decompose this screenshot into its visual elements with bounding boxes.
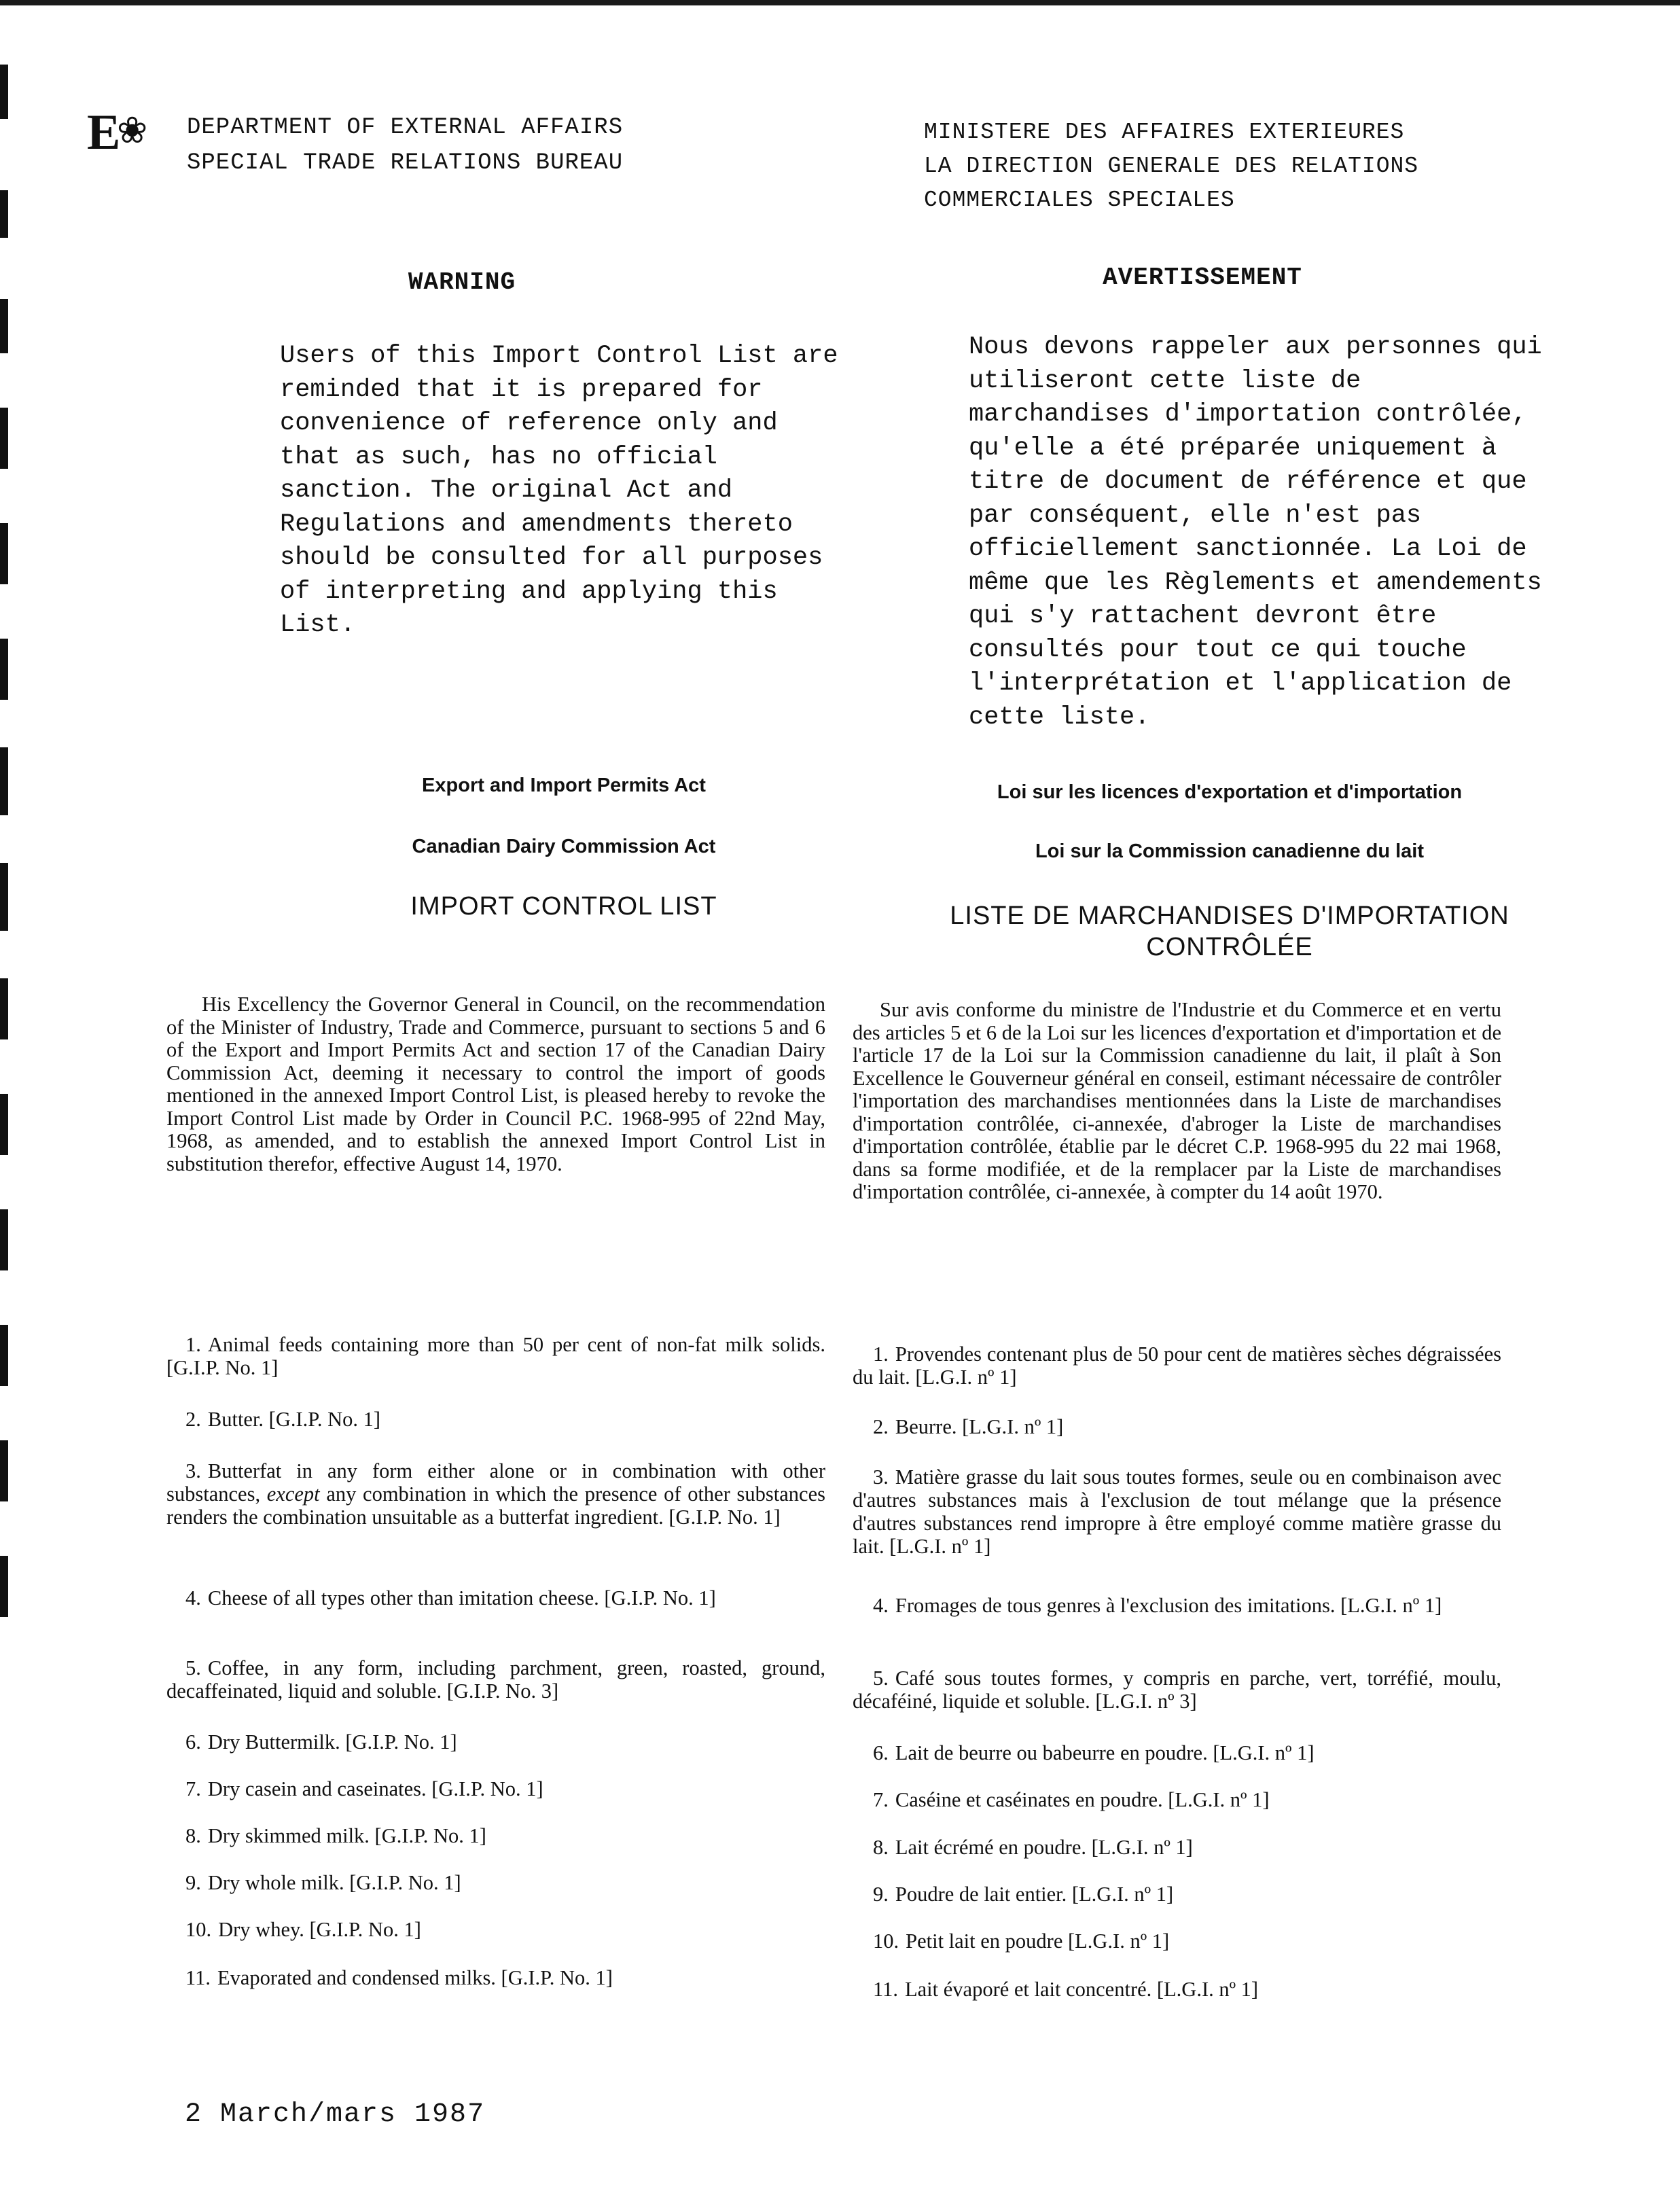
item-number: 8. — [185, 1824, 201, 1847]
item-text: Coffee, in any form, including parchment, green, roasted, ground, decaffeinated, liquid and soluble. [G.I.P. No. 3] — [166, 1656, 825, 1703]
scan-edge-mark — [0, 299, 8, 353]
list-item — [853, 1741, 1501, 1764]
warning-paragraph-fr: Nous devons rappeler aux personnes qui utiliseront cette liste de marchandises d'importation contrôlée, qu'elle a été préparée uniquement à titre de document de référence et que par conséquent, elle n'est pas officiellement sanctionnée. La Loi de même que les Règlements et amendements qui s'y rattachent devront être consultés pour tout ce qui touche l'interprétation et l'application de cette liste. — [969, 333, 1542, 732]
item-number: 9. — [873, 1883, 889, 1906]
scan-edge-mark — [0, 190, 8, 238]
scan-edge-mark — [0, 863, 8, 931]
scan-edge-mark — [0, 978, 8, 1039]
item-text: Dry Buttermilk. [G.I.P. No. 1] — [207, 1730, 457, 1754]
item-text: Dry casein and caseinates. [G.I.P. No. 1] — [207, 1777, 543, 1800]
item-number: 9. — [185, 1871, 201, 1894]
item-text: Animal feeds containing more than 50 per cent of non-fat milk solids. [G.I.P. No. 1] — [166, 1333, 825, 1379]
scan-edge-mark — [0, 1325, 8, 1386]
list-item — [853, 1929, 1501, 1953]
item-text: Matière grasse du lait sous toutes formes, seule ou en combinaison avec d'autres substances mais à l'exclusion de tout mélange que la présence d'autres substances rend impropre à être employé comme matière grasse du lait. [L.G.I. nº 1] — [853, 1465, 1501, 1558]
scan-edge-mark — [0, 408, 8, 469]
item-text: Dry skimmed milk. [G.I.P. No. 1] — [207, 1824, 486, 1847]
item-number: 10. — [185, 1918, 212, 1941]
list-item — [166, 1966, 825, 1989]
list-item — [166, 1871, 825, 1894]
footer-date: 2 March/mars 1987 — [185, 2099, 486, 2130]
scan-edge-mark — [0, 1209, 8, 1270]
header-french — [924, 115, 1535, 217]
list-item — [853, 1836, 1501, 1859]
item-number: 8. — [873, 1836, 889, 1859]
list-item — [166, 1777, 825, 1800]
scan-edge-mark — [0, 639, 8, 700]
scan-edge-mark — [0, 1440, 8, 1501]
list-item — [853, 1788, 1501, 1811]
scan-edge-mark — [0, 1556, 8, 1617]
item-text: Poudre de lait entier. [L.G.I. nº 1] — [895, 1883, 1174, 1906]
item-number: 7. — [185, 1777, 201, 1800]
direction-line-2: COMMERCIALES SPECIALES — [924, 188, 1235, 213]
government-logo — [87, 105, 162, 160]
item-text: Butter. [G.I.P. No. 1] — [207, 1408, 381, 1431]
list-item — [166, 1586, 825, 1609]
item-number: 4. — [185, 1586, 201, 1609]
item-text: Café sous toutes formes, y compris en parche, vert, torréfié, moulu, décaféiné, liquide et soluble. [L.G.I. nº 3] — [853, 1667, 1501, 1713]
warning-title-en: WARNING — [408, 268, 516, 296]
item-text: Dry whey. [G.I.P. No. 1] — [218, 1918, 421, 1941]
item-number: 10. — [873, 1929, 899, 1953]
item-number: 2. — [873, 1415, 889, 1438]
warning-text-en — [280, 340, 844, 643]
item-number: 1. — [185, 1333, 201, 1356]
list-item — [853, 1342, 1501, 1389]
item-text-emphasis: except — [266, 1482, 320, 1506]
item-number: 11. — [873, 1978, 898, 2001]
list-item — [853, 1465, 1501, 1558]
item-text: Dry whole milk. [G.I.P. No. 1] — [207, 1871, 461, 1894]
list-item — [166, 1459, 825, 1529]
list-title-fr: LISTE DE MARCHANDISES D'IMPORTATION CONTRÔLÉE — [950, 902, 1509, 961]
item-text: Lait évaporé et lait concentré. [L.G.I. nº 1] — [905, 1978, 1259, 2001]
item-text: Evaporated and condensed milks. [G.I.P. No. 1] — [217, 1966, 613, 1989]
list-item — [166, 1333, 825, 1379]
item-number: 1. — [873, 1342, 889, 1366]
item-text-end: any combination in which the presence of other substances renders the combination unsuitable as a butterfat ingredient. [G.I.P. No. 1] — [166, 1482, 825, 1529]
header-english — [187, 110, 703, 181]
list-item — [166, 1730, 825, 1754]
list-item — [166, 1824, 825, 1847]
item-text: Lait de beurre ou babeurre en poudre. [L.G.I. nº 1] — [895, 1741, 1315, 1764]
item-number: 5. — [873, 1667, 889, 1690]
maple-leaf-icon: ❀ — [117, 110, 148, 151]
bureau-name: SPECIAL TRADE RELATIONS BUREAU — [187, 150, 624, 176]
list-item — [166, 1408, 825, 1431]
scan-edge-mark — [0, 65, 8, 119]
list-title-en: IMPORT CONTROL LIST — [410, 892, 717, 921]
list-item — [853, 1978, 1501, 2001]
list-item — [853, 1415, 1501, 1438]
item-number: 3. — [185, 1459, 201, 1482]
ministry-name: MINISTERE DES AFFAIRES EXTERIEURES — [924, 120, 1405, 145]
warning-paragraph-en: Users of this Import Control List are reminded that it is prepared for convenience of reference only and that as such, has no official sanction. The original Act and Regulations and amendments thereto should be consulted for all purposes of interpreting and applying this List. — [280, 342, 838, 639]
scan-top-border — [0, 0, 1680, 5]
item-number: 6. — [185, 1730, 201, 1754]
logo-letter-icon: E — [87, 105, 121, 160]
scan-edge-mark — [0, 1094, 8, 1155]
direction-line-1: LA DIRECTION GENERALE DES RELATIONS — [924, 154, 1419, 179]
act-title-en-1: Export and Import Permits Act — [422, 775, 706, 796]
item-text: Petit lait en poudre [L.G.I. nº 1] — [906, 1929, 1170, 1953]
list-item — [853, 1667, 1501, 1713]
item-text-start: Butterfat in any form either alone or in combination with other substances, — [166, 1459, 825, 1506]
item-text: Beurre. [L.G.I. nº 1] — [895, 1415, 1064, 1438]
item-number: 4. — [873, 1594, 889, 1617]
item-text: Provendes contenant plus de 50 pour cent de matières sèches dégraissées du lait. [L.G.I. nº 1] — [853, 1342, 1501, 1389]
preamble-fr: Sur avis conforme du ministre de l'Industrie et du Commerce et en vertu des articles 5 et 6 de la Loi sur les licences d'exportation et d'importation et de l'article 17 de la Loi sur la Commission canadienne du lait, il plaît à Son Excellence le Gouverneur général en conseil, estimant nécessaire de contrôler l'importation des marchandises mentionnées dans la Liste de marchandises d'importation contrôlée, ci-annexée, d'abroger la Liste de marchandises d'importation contrôlée, établie par le décret C.P. 1968-995 du 22 mai 1968, dans sa forme modifiée, et de la remplacer par la Liste de marchandises d'importation contrôlée, ci-annexée, à compter du 14 août 1970. — [853, 998, 1501, 1203]
item-number: 6. — [873, 1741, 889, 1764]
item-text: Fromages de tous genres à l'exclusion des imitations. [L.G.I. nº 1] — [895, 1594, 1442, 1617]
item-number: 5. — [185, 1656, 201, 1679]
list-item — [853, 1883, 1501, 1906]
scan-edge-mark — [0, 747, 8, 815]
item-text: Caséine et caséinates en poudre. [L.G.I. nº 1] — [895, 1788, 1270, 1811]
preamble-en: His Excellency the Governor General in Council, on the recommendation of the Minister of Industry, Trade and Commerce, pursuant to sections 5 and 6 of the Export and Import Permits Act and section 17 of the Canadian Dairy Commission Act, deeming it necessary to control the import of goods mentioned in the annexed Import Control List, is pleased hereby to revoke the Import Control List made by Order in Council P.C. 1968-995 of 22nd May, 1968, as amended, and to establish the annexed Import Control List in substitution therefor, effective August 14, 1970. — [166, 993, 825, 1175]
list-item — [166, 1918, 825, 1941]
department-name: DEPARTMENT OF EXTERNAL AFFAIRS — [187, 115, 624, 141]
item-number: 2. — [185, 1408, 201, 1431]
list-item — [853, 1594, 1501, 1617]
item-number: 7. — [873, 1788, 889, 1811]
item-number: 3. — [873, 1465, 889, 1489]
warning-text-fr — [969, 331, 1553, 734]
scan-edge-mark — [0, 523, 8, 584]
act-title-fr-1: Loi sur les licences d'exportation et d'importation — [997, 781, 1463, 803]
list-item — [166, 1656, 825, 1703]
act-title-fr-2: Loi sur la Commission canadienne du lait — [1035, 840, 1425, 862]
item-text: Cheese of all types other than imitation cheese. [G.I.P. No. 1] — [207, 1586, 716, 1609]
item-text: Lait écrémé en poudre. [L.G.I. nº 1] — [895, 1836, 1193, 1859]
act-title-en-2: Canadian Dairy Commission Act — [412, 836, 716, 857]
item-number: 11. — [185, 1966, 211, 1989]
warning-title-fr: AVERTISSEMENT — [1103, 264, 1302, 291]
